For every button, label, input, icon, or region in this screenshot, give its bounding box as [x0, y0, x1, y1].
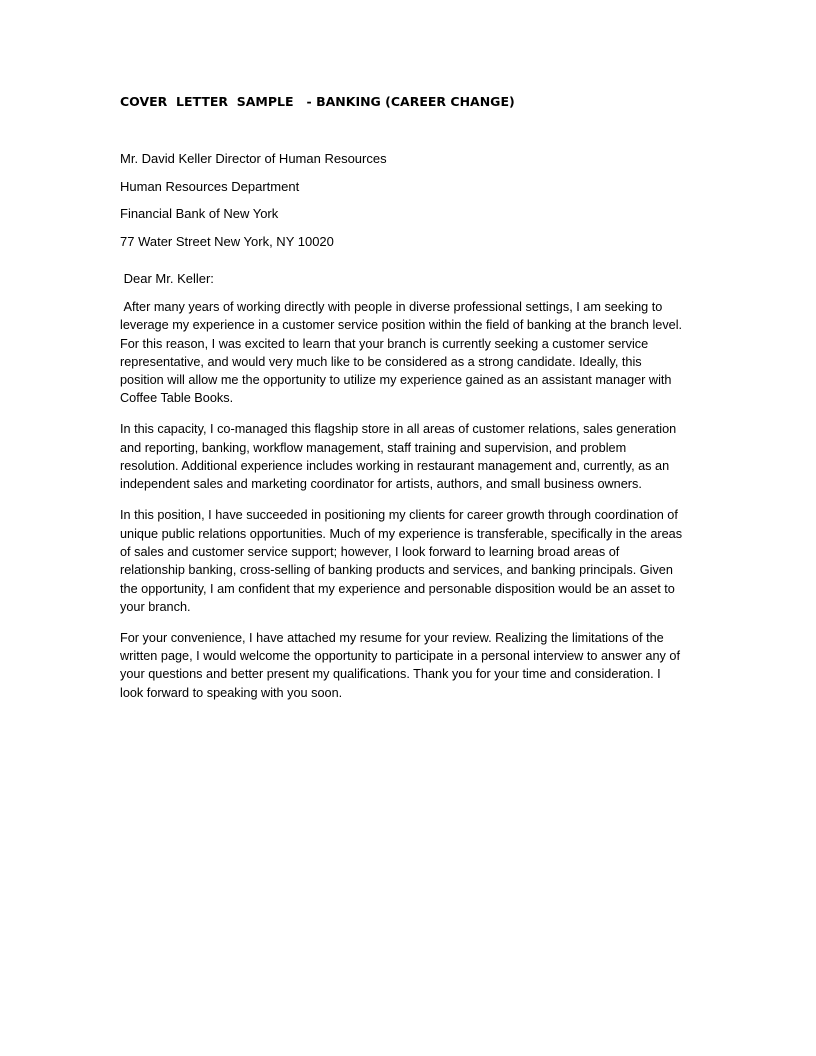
letter-title: COVER LETTER SAMPLE - BANKING (CAREER CHANGE) — [120, 94, 515, 109]
recipient-department-line: Human Resources Department — [120, 178, 300, 194]
body-paragraph-1: After many years of working directly with people in diverse professional settings, I am seeking to leverage my experience in a customer service position within the field of banking at the branch level. For this reason, I was excited to learn that your branch is currently seeking a customer service representative, and would very much like to be considered as a strong candidate. Ideally, this position will allow me the opportunity to utilize my experience gained as an assistant manager with Coffee Table Books. — [120, 300, 693, 406]
recipient-address — [120, 151, 686, 250]
salutation: Dear Mr. Keller: — [120, 271, 214, 286]
recipient-name-line: Mr. David Keller Director of Human Resources — [120, 151, 387, 166]
body-paragraph-3: In this position, I have succeeded in positioning my clients for career growth through coordination of unique public relations opportunities. Much of my experience is transferable, specifically in the areas of sales and customer service support; however, I look forward to learning broad areas of relationship banking, cross-selling of banking products and services, and banking principals. Given the opportunity, I am confident that my experience and personable disposition would be an asset to your branch. — [120, 508, 683, 614]
body-paragraph-4: For your convenience, I have attached my resume for your review. Realizing the limitations of the written page, I would welcome the opportunity to participate in a personal interview to answer any of your questions and better present my qualifications. Thank you for your time and consideration. I look forward to speaking with you soon. — [120, 630, 680, 700]
body-paragraph-2: In this capacity, I co-managed this flagship store in all areas of customer relations, sales generation and reporting, banking, workflow management, staff training and supervision, and problem resolution. Additional experience includes working in restaurant management and, currently, as an independent sales and marketing coordinator for artists, authors, and small business owners. — [120, 422, 677, 492]
recipient-street-line: 77 Water Street New York, NY 10020 — [120, 233, 334, 249]
letter-page — [120, 94, 693, 715]
recipient-company-line: Financial Bank of New York — [120, 206, 279, 221]
